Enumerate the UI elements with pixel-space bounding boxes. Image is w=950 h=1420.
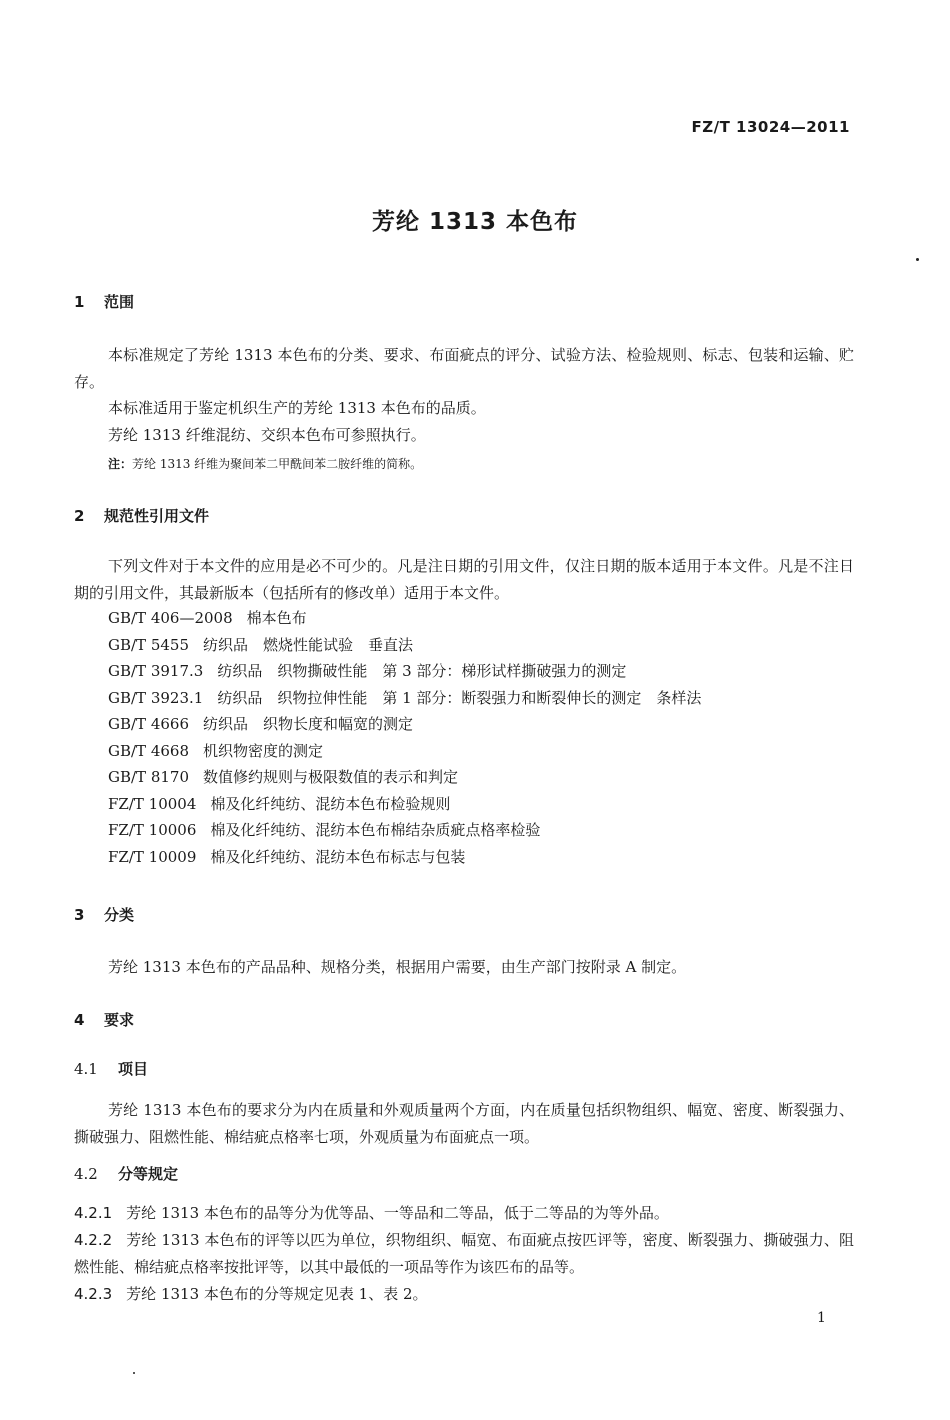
scope-paragraph-1: 本标准规定了芳纶 1313 本色布的分类、要求、布面疵点的评分、试验方法、检验规则、标志、包装和运输、贮存。	[74, 346, 854, 391]
reference-item	[108, 844, 701, 871]
reference-title: 棉及化纤纯纺、混纺本色布检验规则	[210, 794, 451, 813]
subsection-4-1-heading	[74, 1058, 148, 1079]
clause-text: 芳纶 1313 本色布的评等以匹为单位，织物组织、幅宽、布面疵点按匹评等，密度、断裂强力、撕破强力、阻燃性能、棉结疵点格率按批评等，以其中最低的一项品等作为该匹布的品等。	[74, 1231, 854, 1276]
reference-title: 数值修约规则与极限数值的表示和判定	[203, 768, 459, 786]
section-title: 规范性引用文件	[104, 507, 210, 525]
section-4-heading	[74, 1009, 134, 1030]
reference-item	[108, 605, 701, 632]
reference-code: GB/T 4668	[108, 741, 190, 760]
note-label: 注：	[108, 457, 133, 471]
reference-code: GB/T 3917.3	[108, 662, 204, 680]
scan-speck	[133, 1372, 135, 1374]
refs-intro: 下列文件对于本文件的应用是必不可少的。凡是注日期的引用文件，仅注日期的版本适用于本文件。凡是不注日期的引用文件，其最新版本（包括所有的修改单）适用于本文件。	[74, 557, 854, 602]
items-paragraph: 芳纶 1313 本色布的要求分为内在质量和外观质量两个方面，内在质量包括织物组织、幅宽、密度、断裂强力、撕破强力、阻燃性能、棉结疵点格率七项，外观质量为布面疵点一项。	[74, 1101, 854, 1146]
reference-title: 纺织品 燃烧性能试验 垂直法	[203, 635, 414, 654]
scope-paragraph-3: 芳纶 1313 纤维混纺、交织本色布可参照执行。	[108, 426, 426, 444]
section-2-heading	[74, 505, 209, 526]
section-title: 要求	[104, 1011, 135, 1029]
scan-speck	[916, 258, 919, 261]
clause-4-2-2	[74, 1227, 854, 1281]
page-number: 1	[817, 1310, 826, 1326]
document-title: 芳纶 1313 本色布	[371, 209, 579, 235]
clause-4-2-3	[74, 1281, 854, 1308]
section-number: 3	[74, 906, 85, 924]
reference-code: FZ/T 10006	[108, 821, 197, 839]
section-title: 范围	[104, 293, 135, 311]
classification-paragraph: 芳纶 1313 本色布的产品品种、规格分类，根据用户需要，由生产部门按附录 A 制定。	[108, 958, 687, 976]
subsection-number: 4.2	[74, 1165, 98, 1183]
reference-code: FZ/T 10004	[108, 794, 197, 813]
reference-code: GB/T 406—2008	[108, 609, 233, 627]
reference-item	[108, 738, 701, 765]
subsection-4-2-heading	[74, 1163, 178, 1184]
reference-item	[108, 658, 701, 685]
reference-item	[108, 764, 701, 791]
section-number: 2	[74, 507, 85, 525]
section-1-heading	[74, 291, 134, 312]
clause-number: 4.2.1	[74, 1204, 113, 1222]
reference-list	[108, 605, 701, 870]
clause-number: 4.2.3	[74, 1285, 113, 1303]
scope-paragraph-2: 本标准适用于鉴定机织生产的芳纶 1313 本色布的品质。	[108, 399, 486, 417]
reference-code: GB/T 8170	[108, 768, 190, 786]
clause-number: 4.2.2	[74, 1231, 113, 1249]
reference-title: 棉本色布	[246, 609, 307, 627]
scope-note	[108, 455, 422, 472]
section-number: 1	[74, 293, 85, 311]
section-number: 4	[74, 1011, 85, 1029]
subsection-title: 分等规定	[118, 1165, 179, 1183]
reference-item	[108, 711, 701, 738]
reference-title: 棉及化纤纯纺、混纺本色布标志与包装	[210, 847, 466, 866]
reference-item	[108, 632, 701, 659]
clause-4-2-1	[74, 1200, 854, 1227]
subsection-number: 4.1	[74, 1060, 98, 1078]
clause-text: 芳纶 1313 本色布的品等分为优等品、一等品和二等品，低于二等品的为等外品。	[126, 1204, 669, 1222]
reference-code: GB/T 4666	[108, 715, 190, 733]
reference-title: 纺织品 织物拉伸性能 第 1 部分：断裂强力和断裂伸长的测定 条样法	[217, 688, 702, 707]
section-3-heading	[74, 904, 134, 925]
reference-title: 纺织品 织物长度和幅宽的测定	[203, 715, 414, 733]
subsection-title: 项目	[118, 1060, 149, 1078]
reference-item	[108, 817, 701, 844]
reference-title: 纺织品 织物撕破性能 第 3 部分：梯形试样撕破强力的测定	[217, 662, 627, 680]
reference-item	[108, 685, 701, 712]
note-text: 芳纶 1313 纤维为聚间苯二甲酰间苯二胺纤维的简称。	[132, 457, 423, 471]
standard-number: FZ/T 13024—2011	[691, 118, 850, 136]
clause-text: 芳纶 1313 本色布的分等规定见表 1、表 2。	[126, 1285, 428, 1303]
reference-title: 棉及化纤纯纺、混纺本色布棉结杂质疵点格率检验	[210, 821, 541, 839]
section-title: 分类	[104, 906, 135, 924]
reference-code: FZ/T 10009	[108, 847, 197, 866]
reference-item	[108, 791, 701, 818]
reference-title: 机织物密度的测定	[203, 741, 324, 760]
reference-code: GB/T 5455	[108, 635, 190, 654]
reference-code: GB/T 3923.1	[108, 688, 204, 707]
